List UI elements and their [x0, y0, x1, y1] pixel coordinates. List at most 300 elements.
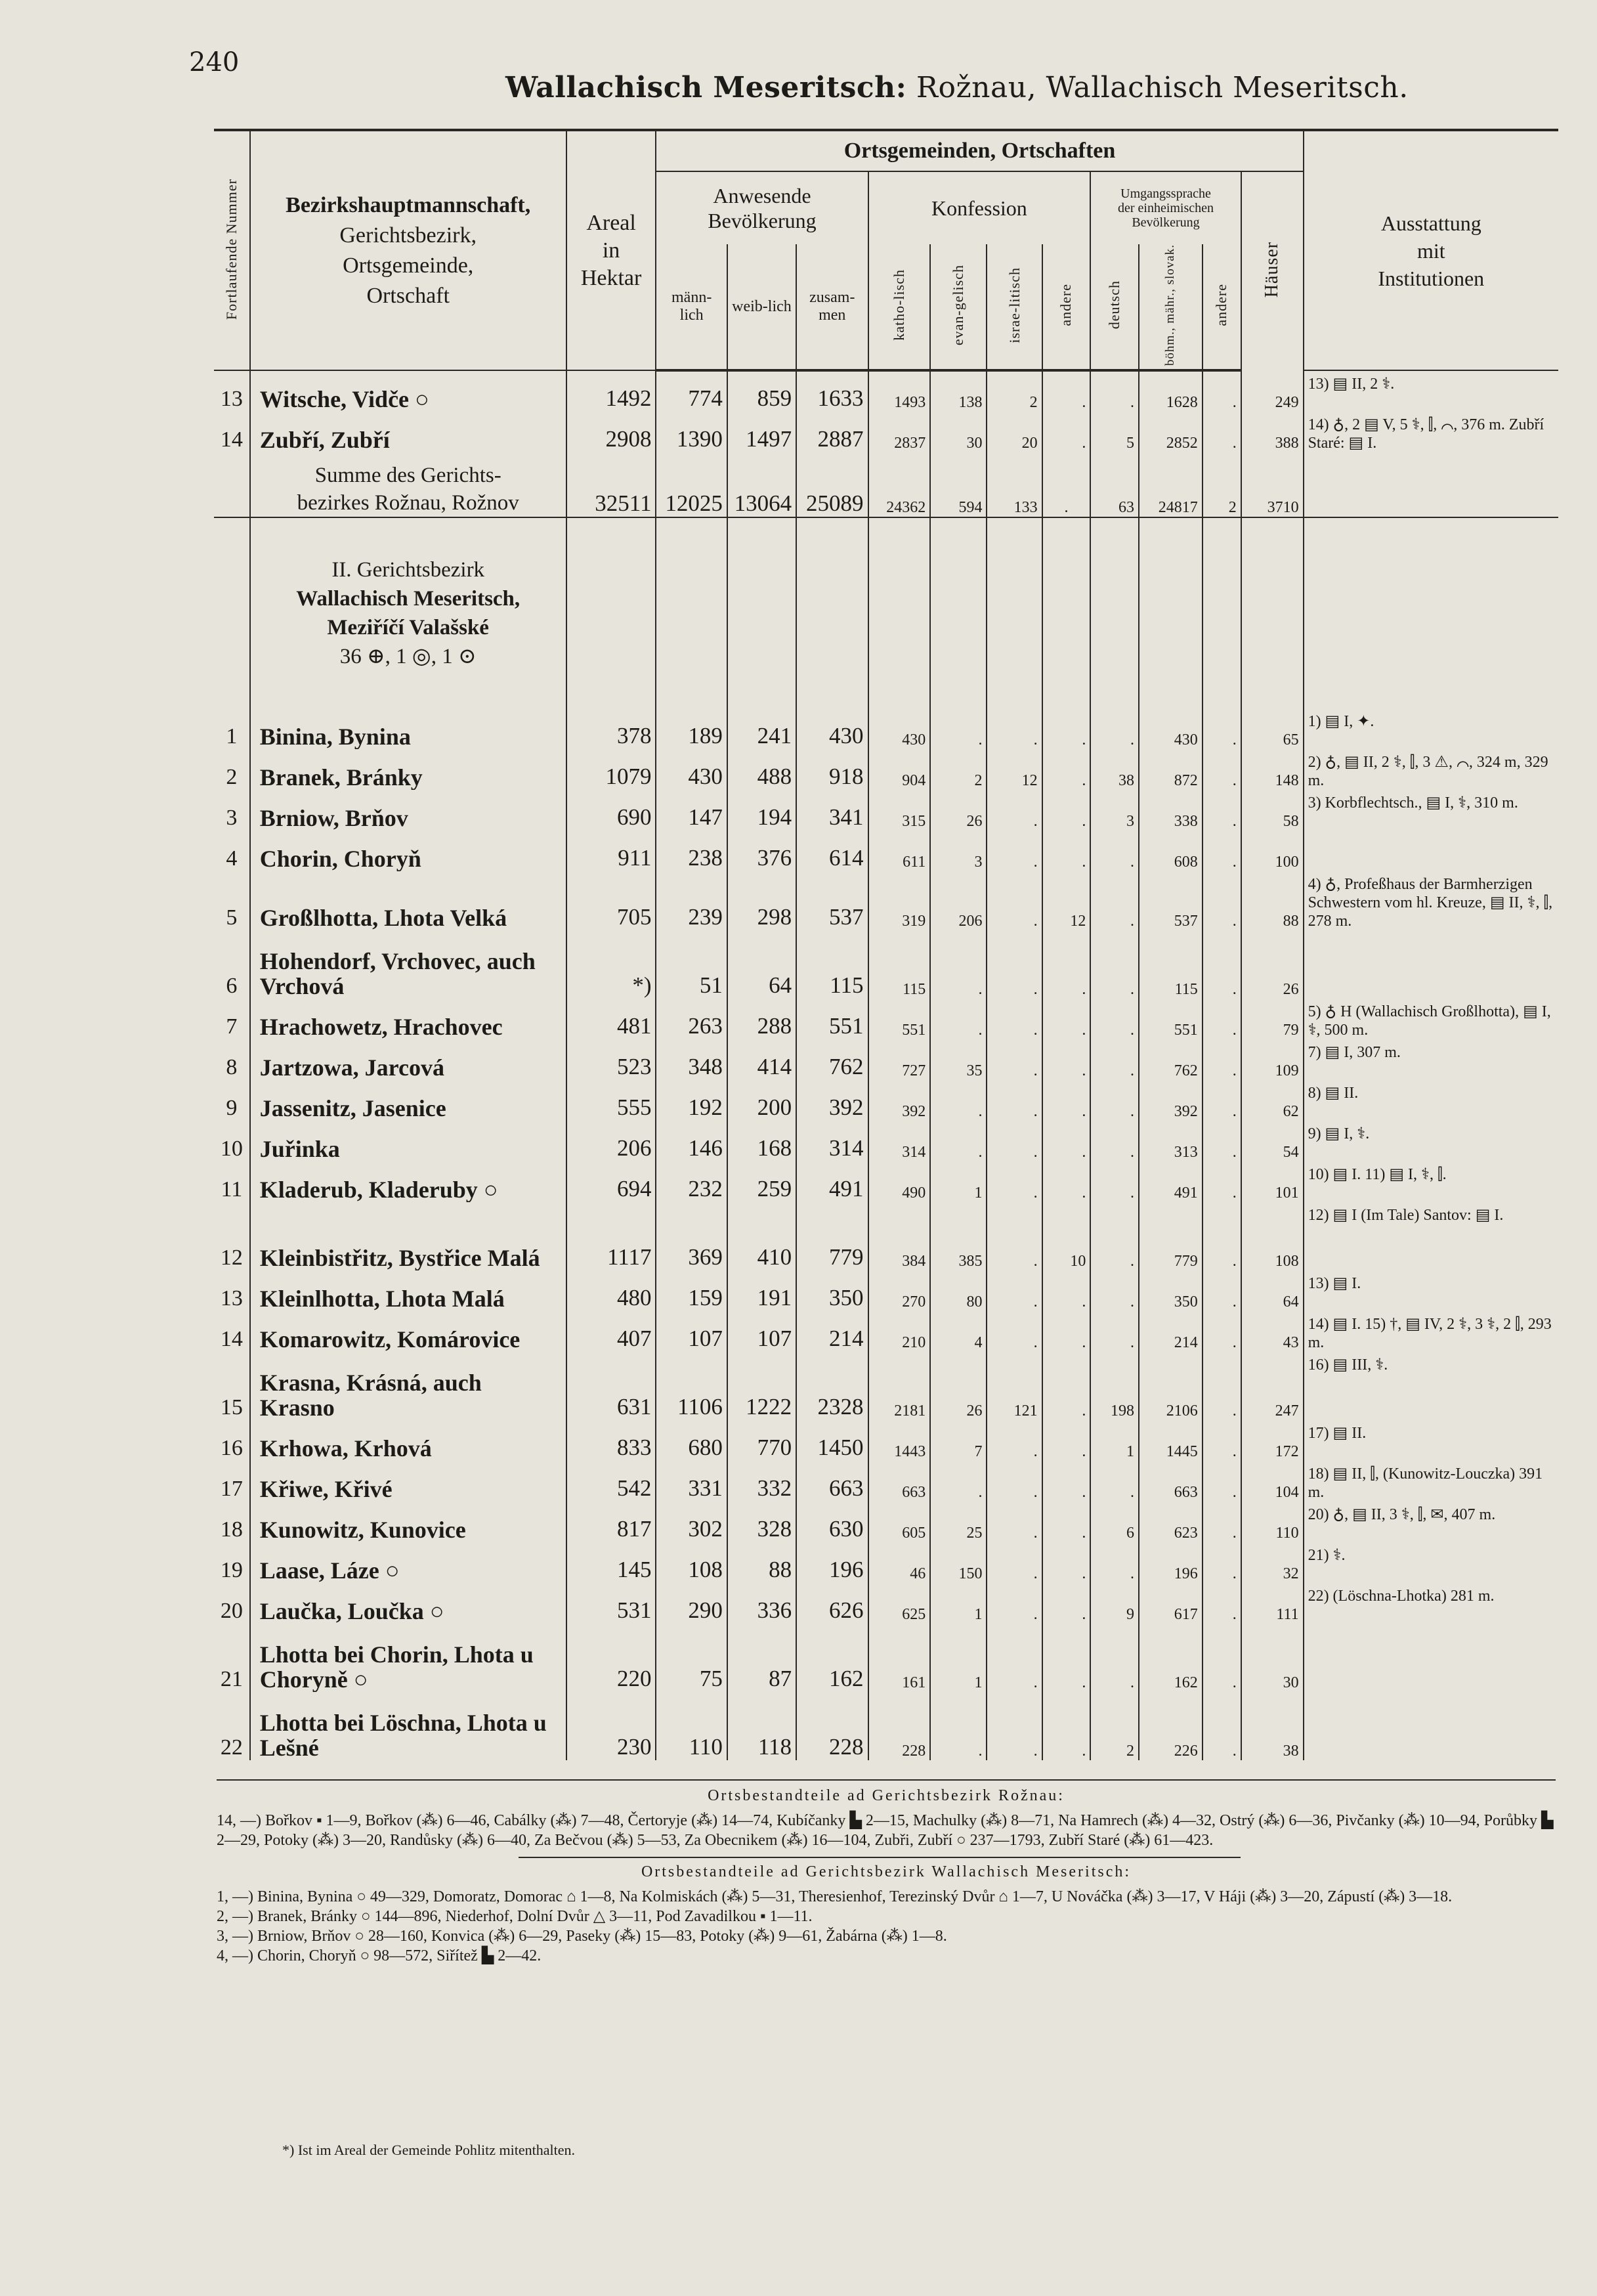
row-andere-sprache: .: [1203, 999, 1241, 1039]
row-evangelisch: 1: [930, 1161, 987, 1202]
row-ausstattung: 14) ♁, 2 ▤ V, 5 ⚕, ⫿, ⌒, 376 m. Zubří Staré: ▤ I.: [1304, 412, 1558, 452]
row-israelitisch: .: [987, 708, 1042, 749]
row-ausstattung: 13) ▤ I.: [1304, 1270, 1558, 1311]
footnote-title-2: Ortsbestandteile ad Gerichtsbezirk Wallachisch Meseritsch:: [641, 1863, 1132, 1880]
row-andere-konf: .: [1042, 790, 1091, 831]
row-weiblich: 168: [727, 1121, 796, 1161]
row-weiblich: 118: [727, 1692, 796, 1760]
row-katholisch: 625: [868, 1583, 931, 1624]
row-deutsch: .: [1090, 1542, 1139, 1583]
row-nr: 9: [226, 1096, 238, 1121]
table-row: [214, 1270, 1558, 1311]
table-row: [214, 1080, 1558, 1121]
row-areal: 480: [566, 1270, 656, 1311]
row-boehmisch: 226: [1139, 1692, 1203, 1760]
header-isr: israe-litisch: [987, 244, 1042, 370]
row-haeuser: 247: [1241, 1352, 1304, 1420]
footnote-p4: 3, —) Brniow, Brňov ○ 28—160, Konvica (⁂) 6—29, Paseky (⁂) 15—83, Potoky (⁂) 9—61, Žabárna (⁂) 1—8.: [217, 1928, 947, 1945]
row-andere-sprache: .: [1203, 1202, 1241, 1270]
row-evangelisch: 138: [930, 370, 987, 412]
row-haeuser: 104: [1241, 1461, 1304, 1502]
summe-deu: 63: [1090, 452, 1139, 517]
row-maennlich: 147: [656, 790, 727, 831]
row-israelitisch: .: [987, 871, 1042, 930]
row-haeuser: 88: [1241, 871, 1304, 930]
row-haeuser: 26: [1241, 930, 1304, 999]
row-haeuser: 43: [1241, 1311, 1304, 1352]
row-name: Witsche, Vidče ○: [250, 370, 566, 412]
table-row: [214, 871, 1558, 930]
row-ausstattung: 7) ▤ I, 307 m.: [1304, 1039, 1558, 1080]
footnotes: [217, 1779, 1556, 1966]
header-evan: evan-gelisch: [930, 244, 987, 370]
row-weiblich: 1222: [727, 1352, 796, 1420]
row-name: Juřinka: [250, 1121, 566, 1161]
row-weiblich: 376: [727, 831, 796, 871]
summe-isr: 133: [987, 452, 1042, 517]
row-andere-sprache: .: [1203, 1542, 1241, 1583]
row-katholisch: 315: [868, 790, 931, 831]
row-boehmisch: 115: [1139, 930, 1203, 999]
row-evangelisch: .: [930, 1692, 987, 1760]
row-name: Kladerub, Kladeruby ○: [250, 1161, 566, 1202]
row-israelitisch: .: [987, 790, 1042, 831]
row-andere-konf: .: [1042, 831, 1091, 871]
row-katholisch: 605: [868, 1502, 931, 1542]
running-head: [505, 71, 1409, 104]
row-andere-konf: .: [1042, 1311, 1091, 1352]
header-konfession: Konfession: [868, 171, 1091, 244]
row-haeuser: 100: [1241, 831, 1304, 871]
row-katholisch: 46: [868, 1542, 931, 1583]
row-areal: 1117: [566, 1202, 656, 1270]
main-rows: [214, 708, 1558, 1760]
row-boehmisch: 1445: [1139, 1420, 1203, 1461]
row-israelitisch: .: [987, 1161, 1042, 1202]
row-boehmisch: 551: [1139, 999, 1203, 1039]
row-andere-sprache: .: [1203, 370, 1241, 412]
row-boehmisch: 350: [1139, 1270, 1203, 1311]
row-israelitisch: .: [987, 1039, 1042, 1080]
row-israelitisch: .: [987, 930, 1042, 999]
row-haeuser: 58: [1241, 790, 1304, 831]
header-umgang: Umgangssprache der einheimischen Bevölkerung: [1090, 171, 1241, 244]
row-name: Lhotta bei Chorin, Lhota u Choryně ○: [250, 1624, 566, 1692]
row-weiblich: 336: [727, 1583, 796, 1624]
row-katholisch: 319: [868, 871, 931, 930]
row-areal: 145: [566, 1542, 656, 1583]
row-areal: 817: [566, 1502, 656, 1542]
row-ausstattung: 3) Korbflechtsch., ▤ I, ⚕, 310 m.: [1304, 790, 1558, 831]
row-weiblich: 288: [727, 999, 796, 1039]
row-andere-sprache: .: [1203, 790, 1241, 831]
row-weiblich: 194: [727, 790, 796, 831]
row-evangelisch: 35: [930, 1039, 987, 1080]
row-name: Krhowa, Krhová: [250, 1420, 566, 1461]
row-weiblich: 332: [727, 1461, 796, 1502]
table-row: [214, 999, 1558, 1039]
row-boehmisch: 430: [1139, 708, 1203, 749]
summe-ands: 2: [1203, 452, 1241, 517]
row-ausstattung: 13) ▤ II, 2 ⚕.: [1304, 370, 1558, 412]
row-israelitisch: .: [987, 1420, 1042, 1461]
header-andk: andere: [1042, 244, 1091, 370]
row-andere-sprache: .: [1203, 1624, 1241, 1692]
row-name: Brniow, Brňov: [250, 790, 566, 831]
footnote-p3: 2, —) Branek, Bránky ○ 144—896, Niederhof, Dolní Dvůr △ 3—11, Pod Zavadilkou ▪ 1—11.: [217, 1908, 813, 1925]
header-deutsch: deutsch: [1090, 244, 1139, 370]
row-nr: 19: [220, 1558, 243, 1583]
row-israelitisch: 20: [987, 412, 1042, 452]
row-haeuser: 110: [1241, 1502, 1304, 1542]
row-zusammen: 491: [796, 1161, 868, 1202]
row-israelitisch: .: [987, 1624, 1042, 1692]
row-nr: 4: [226, 846, 238, 871]
row-nr: 2: [226, 765, 238, 790]
row-name: Jassenitz, Jasenice: [250, 1080, 566, 1121]
row-ausstattung: 10) ▤ I. 11) ▤ I, ⚕, ⫿.: [1304, 1161, 1558, 1202]
header-maenn: männ-lich: [656, 244, 727, 370]
row-maennlich: 263: [656, 999, 727, 1039]
table-row: [214, 1461, 1558, 1502]
row-zusammen: 2328: [796, 1352, 868, 1420]
table-row: [214, 930, 1558, 999]
row-haeuser: 172: [1241, 1420, 1304, 1461]
row-weiblich: 259: [727, 1161, 796, 1202]
row-nr: 21: [220, 1667, 243, 1692]
row-deutsch: 3: [1090, 790, 1139, 831]
header-ausstattung: Ausstattung mit Institutionen: [1304, 130, 1558, 370]
row-nr: 16: [220, 1436, 243, 1461]
row-evangelisch: 7: [930, 1420, 987, 1461]
row-andere-konf: .: [1042, 1502, 1091, 1542]
table-row: [214, 708, 1558, 749]
row-weiblich: 298: [727, 871, 796, 930]
row-areal: 481: [566, 999, 656, 1039]
row-andere-konf: .: [1042, 1692, 1091, 1760]
table-row: [214, 1420, 1558, 1461]
row-israelitisch: .: [987, 1461, 1042, 1502]
row-ausstattung: 16) ▤ III, ⚕.: [1304, 1352, 1558, 1420]
row-katholisch: 115: [868, 930, 931, 999]
row-weiblich: 64: [727, 930, 796, 999]
row-areal: 694: [566, 1161, 656, 1202]
row-katholisch: 663: [868, 1461, 931, 1502]
row-areal: 230: [566, 1692, 656, 1760]
table-row: [214, 831, 1558, 871]
row-name: Laučka, Loučka ○: [250, 1583, 566, 1624]
row-israelitisch: .: [987, 1202, 1042, 1270]
row-haeuser: 65: [1241, 708, 1304, 749]
row-andere-sprache: .: [1203, 1420, 1241, 1461]
row-areal: 531: [566, 1583, 656, 1624]
row-boehmisch: 2106: [1139, 1352, 1203, 1420]
row-weiblich: 328: [727, 1502, 796, 1542]
row-nr: 22: [220, 1735, 243, 1760]
row-katholisch: 228: [868, 1692, 931, 1760]
row-maennlich: 302: [656, 1502, 727, 1542]
row-maennlich: 369: [656, 1202, 727, 1270]
table-row: [214, 1502, 1558, 1542]
row-ausstattung: 8) ▤ II.: [1304, 1080, 1558, 1121]
row-evangelisch: 26: [930, 790, 987, 831]
row-zusammen: 551: [796, 999, 868, 1039]
row-boehmisch: 623: [1139, 1502, 1203, 1542]
row-nr: 3: [226, 806, 238, 831]
row-maennlich: 146: [656, 1121, 727, 1161]
row-name: Zubří, Zubří: [250, 412, 566, 452]
row-boehmisch: 537: [1139, 871, 1203, 930]
row-evangelisch: 385: [930, 1202, 987, 1270]
row-deutsch: .: [1090, 1039, 1139, 1080]
row-boehmisch: 214: [1139, 1311, 1203, 1352]
row-maennlich: 1106: [656, 1352, 727, 1420]
row-name: Kleinbistřitz, Bystřice Malá: [250, 1202, 566, 1270]
row-weiblich: 241: [727, 708, 796, 749]
row-boehmisch: 1628: [1139, 370, 1203, 412]
row-katholisch: 314: [868, 1121, 931, 1161]
row-maennlich: 108: [656, 1542, 727, 1583]
footnote-title-1: Ortsbestandteile ad Gerichtsbezirk Rožnau:: [708, 1787, 1065, 1804]
row-name: Krasna, Krásná, auch Krasno: [250, 1352, 566, 1420]
row-areal: 542: [566, 1461, 656, 1502]
row-andere-sprache: .: [1203, 871, 1241, 930]
row-andere-konf: .: [1042, 1624, 1091, 1692]
row-haeuser: 111: [1241, 1583, 1304, 1624]
summe-label: Summe des Gerichts- bezirkes Rožnau, Rožnov: [250, 452, 566, 517]
row-boehmisch: 2852: [1139, 412, 1203, 452]
row-ausstattung: 4) ♁, Profeßhaus der Barmherzigen Schwestern vom hl. Kreuze, ▤ II, ⚕, ⫿, 278 m.: [1304, 871, 1558, 930]
row-nr: 6: [226, 974, 238, 999]
row-areal: 407: [566, 1311, 656, 1352]
row-evangelisch: 206: [930, 871, 987, 930]
header-kath: katho-lisch: [868, 244, 931, 370]
row-andere-sprache: .: [1203, 1270, 1241, 1311]
row-andere-konf: .: [1042, 999, 1091, 1039]
row-andere-konf: .: [1042, 1583, 1091, 1624]
row-israelitisch: .: [987, 1121, 1042, 1161]
running-head-bold: Wallachisch Meseritsch:: [505, 71, 907, 104]
row-name: Binina, Bynina: [250, 708, 566, 749]
row-name: Branek, Bránky: [250, 749, 566, 790]
row-maennlich: 75: [656, 1624, 727, 1692]
row-weiblich: 859: [727, 370, 796, 412]
row-ausstattung: [1304, 831, 1558, 871]
row-evangelisch: .: [930, 1080, 987, 1121]
summe-kath: 24362: [868, 452, 931, 517]
table-row: [214, 1121, 1558, 1161]
row-ausstattung: 14) ▤ I. 15) †, ▤ IV, 2 ⚕, 3 ⚕, 2 ⫿, 293 m.: [1304, 1311, 1558, 1352]
row-name: Laase, Láze ○: [250, 1542, 566, 1583]
table-row: [214, 1161, 1558, 1202]
row-andere-sprache: .: [1203, 1121, 1241, 1161]
row-maennlich: 430: [656, 749, 727, 790]
header-ands: andere: [1203, 244, 1241, 370]
row-andere-konf: 10: [1042, 1202, 1091, 1270]
row-ausstattung: 2) ♁, ▤ II, 2 ⚕, ⫿, 3 ⚠, ⌒, 324 m, 329 m.: [1304, 749, 1558, 790]
row-zusammen: 1633: [796, 370, 868, 412]
row-zusammen: 214: [796, 1311, 868, 1352]
row-deutsch: .: [1090, 1161, 1139, 1202]
row-israelitisch: .: [987, 1270, 1042, 1311]
row-name: Hrachowetz, Hrachovec: [250, 999, 566, 1039]
header-name: Bezirkshauptmannschaft, Gerichtsbezirk, Ortsgemeinde, Ortschaft: [250, 130, 566, 370]
row-katholisch: 161: [868, 1624, 931, 1692]
row-katholisch: 904: [868, 749, 931, 790]
row-ausstattung: [1304, 1624, 1558, 1692]
row-katholisch: 270: [868, 1270, 931, 1311]
row-katholisch: 490: [868, 1161, 931, 1202]
row-haeuser: 64: [1241, 1270, 1304, 1311]
row-maennlich: 331: [656, 1461, 727, 1502]
table-row: [214, 1692, 1558, 1760]
summe-hs: 3710: [1241, 452, 1304, 517]
star-footnote: *) Ist im Areal der Gemeinde Pohlitz mitenthalten.: [282, 2142, 575, 2158]
row-maennlich: 159: [656, 1270, 727, 1311]
row-haeuser: 79: [1241, 999, 1304, 1039]
table-row: [214, 790, 1558, 831]
row-andere-konf: .: [1042, 1270, 1091, 1311]
running-head-rest: Rožnau, Wallachisch Meseritsch.: [906, 71, 1409, 104]
row-areal: *): [566, 930, 656, 999]
row-maennlich: 774: [656, 370, 727, 412]
row-name: Kunowitz, Kunovice: [250, 1502, 566, 1542]
row-evangelisch: 30: [930, 412, 987, 452]
row-deutsch: 9: [1090, 1583, 1139, 1624]
row-areal: 2908: [566, 412, 656, 452]
row-deutsch: .: [1090, 1270, 1139, 1311]
row-maennlich: 238: [656, 831, 727, 871]
table-row: [214, 1039, 1558, 1080]
row-name: Jartzowa, Jarcová: [250, 1039, 566, 1080]
row-nr: 13: [220, 387, 243, 412]
row-weiblich: 200: [727, 1080, 796, 1121]
row-nr: 1: [226, 724, 238, 749]
footnote-p2: 1, —) Binina, Bynina ○ 49—329, Domoratz, Domorac ⌂ 1—8, Na Kolmiskách (⁂) 5—31, Theresienhof, Terezinský Dvůr ⌂ 1—7, U Nováčka (⁂) 3—17, V Háji (⁂) 3—20, Zápustí (⁂) 3—18.: [217, 1888, 1453, 1905]
row-andere-konf: .: [1042, 370, 1091, 412]
row-boehmisch: 663: [1139, 1461, 1203, 1502]
row-nr: 11: [221, 1177, 243, 1202]
row-maennlich: 348: [656, 1039, 727, 1080]
row-andere-sprache: .: [1203, 1692, 1241, 1760]
row-boehmisch: 162: [1139, 1624, 1203, 1692]
row-andere-sprache: .: [1203, 930, 1241, 999]
row-weiblich: 107: [727, 1311, 796, 1352]
row-nr: 20: [220, 1599, 243, 1624]
row-deutsch: .: [1090, 1202, 1139, 1270]
row-maennlich: 192: [656, 1080, 727, 1121]
row-andere-konf: .: [1042, 1080, 1091, 1121]
row-maennlich: 290: [656, 1583, 727, 1624]
row-katholisch: 430: [868, 708, 931, 749]
row-zusammen: 392: [796, 1080, 868, 1121]
row-boehmisch: 491: [1139, 1161, 1203, 1202]
row-name: Křiwe, Křivé: [250, 1461, 566, 1502]
row-haeuser: 54: [1241, 1121, 1304, 1161]
row-areal: 523: [566, 1039, 656, 1080]
summe-z: 25089: [796, 452, 868, 517]
table-row: [214, 749, 1558, 790]
row-zusammen: 537: [796, 871, 868, 930]
row-boehmisch: 196: [1139, 1542, 1203, 1583]
row-nr: 14: [220, 427, 243, 452]
row-ausstattung: 5) ♁ H (Wallachisch Großlhotta), ▤ I, ⚕, 500 m.: [1304, 999, 1558, 1039]
row-andere-konf: .: [1042, 930, 1091, 999]
row-andere-konf: .: [1042, 1420, 1091, 1461]
header-areal: Areal in Hektar: [566, 130, 656, 370]
statistics-table: [214, 129, 1558, 1760]
row-ausstattung: 22) (Löschna-Lhotka) 281 m.: [1304, 1583, 1558, 1624]
row-weiblich: 88: [727, 1542, 796, 1583]
row-israelitisch: .: [987, 1502, 1042, 1542]
row-ausstattung: 20) ♁, ▤ II, 3 ⚕, ⫿, ✉, 407 m.: [1304, 1502, 1558, 1542]
row-deutsch: .: [1090, 999, 1139, 1039]
row-haeuser: 101: [1241, 1161, 1304, 1202]
row-ausstattung: 1) ▤ I, ✦.: [1304, 708, 1558, 749]
row-zusammen: 162: [796, 1624, 868, 1692]
row-ausstattung: 21) ⚕.: [1304, 1542, 1558, 1583]
row-haeuser: 108: [1241, 1202, 1304, 1270]
row-andere-sprache: .: [1203, 1352, 1241, 1420]
header-haeuser: Häuser: [1241, 171, 1304, 370]
row-areal: 555: [566, 1080, 656, 1121]
row-evangelisch: 2: [930, 749, 987, 790]
header-nr: Fortlaufende Nummer: [214, 130, 250, 370]
row-weiblich: 87: [727, 1624, 796, 1692]
row-nr: 17: [220, 1477, 243, 1502]
row-zusammen: 228: [796, 1692, 868, 1760]
row-katholisch: 392: [868, 1080, 931, 1121]
row-andere-konf: .: [1042, 749, 1091, 790]
row-maennlich: 51: [656, 930, 727, 999]
row-name: Hohendorf, Vrchovec, auch Vrchová: [250, 930, 566, 999]
row-zusammen: 341: [796, 790, 868, 831]
row-deutsch: 198: [1090, 1352, 1139, 1420]
row-areal: 1079: [566, 749, 656, 790]
row-boehmisch: 762: [1139, 1039, 1203, 1080]
row-evangelisch: .: [930, 708, 987, 749]
row-boehmisch: 617: [1139, 1583, 1203, 1624]
row-katholisch: 611: [868, 831, 931, 871]
row-weiblich: 1497: [727, 412, 796, 452]
row-haeuser: 32: [1241, 1542, 1304, 1583]
row-israelitisch: .: [987, 1583, 1042, 1624]
row-haeuser: 109: [1241, 1039, 1304, 1080]
row-nr: 15: [220, 1395, 243, 1420]
row-zusammen: 2887: [796, 412, 868, 452]
row-ausstattung: [1304, 1692, 1558, 1760]
section-row: [214, 517, 1558, 708]
row-andere-konf: .: [1042, 1039, 1091, 1080]
row-zusammen: 430: [796, 708, 868, 749]
row-weiblich: 488: [727, 749, 796, 790]
row-deutsch: .: [1090, 1121, 1139, 1161]
row-areal: 206: [566, 1121, 656, 1161]
summe-boe: 24817: [1139, 452, 1203, 517]
row-israelitisch: 121: [987, 1352, 1042, 1420]
row-ausstattung: 12) ▤ I (Im Tale) Santov: ▤ I.: [1304, 1202, 1558, 1270]
row-deutsch: .: [1090, 1080, 1139, 1121]
row-deutsch: .: [1090, 370, 1139, 412]
row-nr: 18: [220, 1517, 243, 1542]
row-evangelisch: 1: [930, 1583, 987, 1624]
row-zusammen: 626: [796, 1583, 868, 1624]
row-ausstattung: 9) ▤ I, ⚕.: [1304, 1121, 1558, 1161]
row-weiblich: 414: [727, 1039, 796, 1080]
header-boehm: böhm., mähr., slovak.: [1139, 244, 1203, 370]
row-evangelisch: 4: [930, 1311, 987, 1352]
row-andere-sprache: .: [1203, 1039, 1241, 1080]
